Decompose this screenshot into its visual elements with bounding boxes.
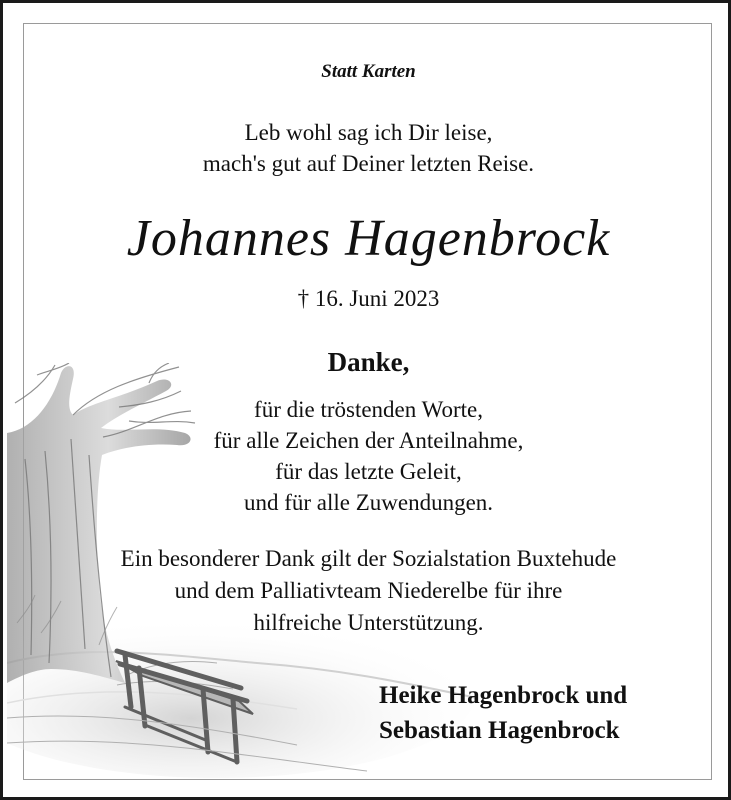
verse-line: mach's gut auf Deiner letzten Reise.	[202, 151, 535, 176]
special-thanks-line: hilfreiche Unterstützung.	[253, 610, 484, 635]
signature-line: Heike Hagenbrock und	[379, 682, 628, 709]
signature-line: Sebastian Hagenbrock	[379, 717, 620, 744]
special-thanks-line: und dem Palliativteam Niederelbe für ihre	[174, 578, 563, 603]
intro-text: Statt Karten	[321, 61, 416, 82]
thanks-line: für die tröstenden Worte,	[254, 397, 483, 422]
thanks-heading: Danke,	[327, 347, 410, 377]
verse	[3, 117, 731, 179]
death-date: † 16. Juni 2023	[297, 286, 440, 311]
verse-line: Leb wohl sag ich Dir leise,	[244, 120, 493, 145]
signatures	[379, 678, 627, 748]
special-thanks-line: Ein besonderer Dank gilt der Sozialstation Buxtehude	[120, 546, 617, 571]
thanks-line: für alle Zeichen der Anteilnahme,	[213, 428, 524, 453]
special-thanks	[3, 543, 731, 639]
deceased-name: Johannes Hagenbrock	[126, 210, 611, 267]
thanks-line: für das letzte Geleit,	[275, 459, 462, 484]
thanks-line: und für alle Zuwendungen.	[243, 490, 494, 515]
thanks-lines	[3, 394, 731, 518]
